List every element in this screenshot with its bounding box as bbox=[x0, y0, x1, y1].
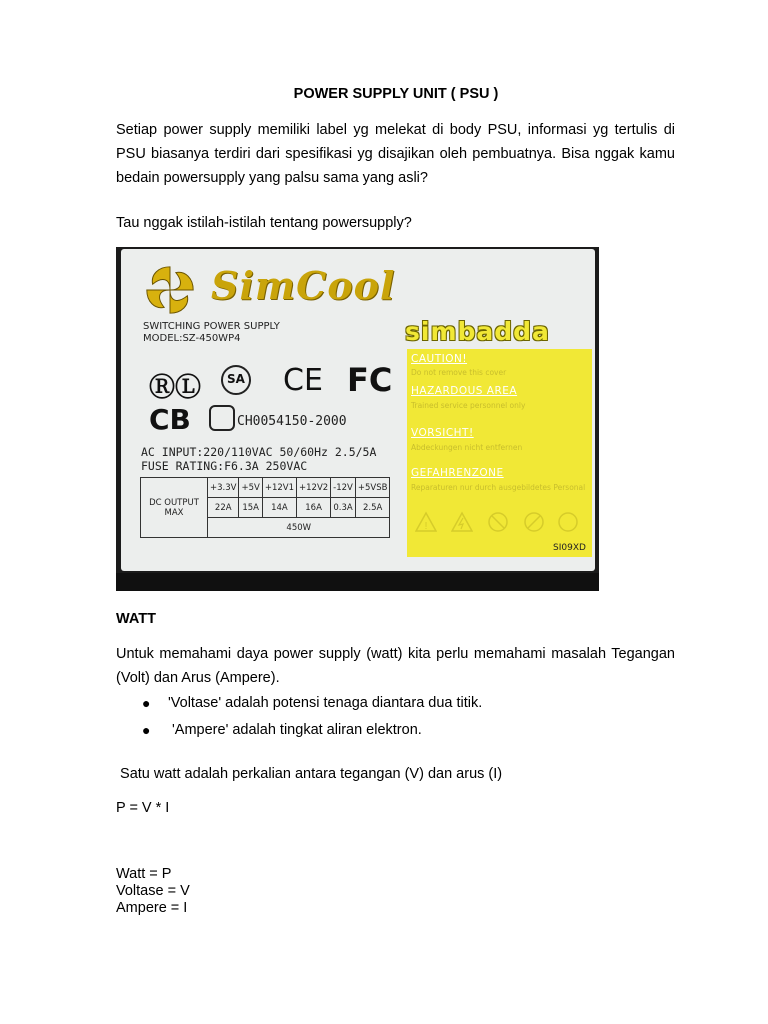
bullet-ampere: 'Ampere' adalah tingkat aliran elektron. bbox=[168, 722, 422, 738]
rail-current: 0.3A bbox=[331, 498, 356, 518]
rail-label: +5VSB bbox=[355, 478, 390, 498]
cert-number: CH0054150-2000 bbox=[237, 414, 347, 429]
bullet-dot-icon: ● bbox=[142, 695, 151, 711]
warning-sub: Reparaturen nur durch ausgebildetes Personal bbox=[411, 483, 586, 492]
swirl-logo-icon bbox=[141, 261, 199, 319]
psu-type: SWITCHING POWER SUPPLY bbox=[143, 321, 280, 332]
warning-sub: Do not remove this cover bbox=[411, 368, 507, 377]
intro-paragraph: Setiap power supply memiliki label yg melekat di body PSU, informasi yg tertulis di PSU biasanya terdiri dari spesifikasi yg disajikan oleh pembuatnya. Bisa nggak kamu bedain powersupply yang palsu sama yang asli? bbox=[116, 122, 675, 186]
rail-current: 22A bbox=[208, 498, 239, 518]
warning-vorsicht: VORSICHT! bbox=[411, 427, 474, 439]
total-wattage: 450W bbox=[208, 518, 390, 538]
psu-label-sticker bbox=[121, 249, 595, 571]
warning-panel bbox=[407, 349, 592, 557]
ac-input-spec: AC INPUT:220/110VAC 50/60Hz 2.5/5A bbox=[141, 445, 377, 459]
definition-paragraph: Satu watt adalah perkalian antara tegangan (V) dan arus (I) bbox=[116, 766, 503, 782]
rail-current: 15A bbox=[239, 498, 262, 518]
csa-mark: SA bbox=[227, 372, 245, 386]
watt-heading: WATT bbox=[116, 611, 156, 627]
warning-sub: Abdeckungen nicht entfernen bbox=[411, 443, 523, 452]
high-voltage-icon bbox=[451, 511, 473, 533]
warning-caution: CAUTION! bbox=[411, 353, 468, 365]
simbadda-logo: simbadda bbox=[405, 317, 550, 346]
psu-label-photo bbox=[116, 247, 599, 591]
rail-label: +5V bbox=[239, 478, 262, 498]
rail-label: +3.3V bbox=[208, 478, 239, 498]
legend-ampere: Ampere = I bbox=[116, 900, 188, 916]
info-circle-icon bbox=[557, 511, 579, 533]
rail-label: -12V bbox=[331, 478, 356, 498]
cb-mark: CB bbox=[149, 403, 191, 436]
ce-mark: CE bbox=[283, 363, 323, 398]
fuse-rating-spec: FUSE RATING:F6.3A 250VAC bbox=[141, 459, 308, 473]
no-open-icon bbox=[487, 511, 509, 533]
rail-label: +12V2 bbox=[297, 478, 331, 498]
warning-sub: Trained service personnel only bbox=[411, 401, 526, 410]
legend-voltase: Voltase = V bbox=[116, 883, 190, 899]
dc-output-table bbox=[140, 477, 390, 538]
warning-gefahrenzone: GEFAHRENZONE bbox=[411, 467, 504, 479]
document-title: POWER SUPPLY UNIT ( PSU ) bbox=[293, 86, 499, 102]
rail-current: 14A bbox=[262, 498, 296, 518]
question-paragraph: Tau nggak istilah-istilah tentang powersupply? bbox=[116, 215, 412, 231]
warning-hazardous: HAZARDOUS AREA bbox=[411, 385, 518, 397]
no-touch-icon bbox=[523, 511, 545, 533]
dc-output-label: DC OUTPUT MAX bbox=[141, 478, 208, 538]
svg-text:!: ! bbox=[424, 521, 428, 532]
formula: P = V * I bbox=[116, 800, 170, 816]
serial-code: SI09XD bbox=[553, 543, 586, 553]
fcc-mark: FC bbox=[347, 361, 393, 399]
warning-triangle-icon bbox=[415, 511, 437, 533]
rail-label: +12V1 bbox=[262, 478, 296, 498]
bullet-dot-icon: ● bbox=[142, 722, 151, 738]
ccc-mark-icon bbox=[209, 405, 235, 431]
rail-current: 2.5A bbox=[355, 498, 390, 518]
simcool-logo: SimCool bbox=[211, 263, 396, 308]
rail-current: 16A bbox=[297, 498, 331, 518]
watt-paragraph: Untuk memahami daya power supply (watt) kita perlu memahami masalah Tegangan (Volt) dan Arus (Ampere). bbox=[116, 646, 675, 686]
legend-watt: Watt = P bbox=[116, 866, 172, 882]
bullet-voltase: 'Voltase' adalah potensi tenaga diantara dua titik. bbox=[168, 695, 483, 711]
photo-shadow bbox=[116, 573, 599, 591]
psu-model: MODEL:SZ-450WP4 bbox=[143, 333, 241, 344]
ul-mark: ⓇⓁ bbox=[149, 373, 202, 403]
